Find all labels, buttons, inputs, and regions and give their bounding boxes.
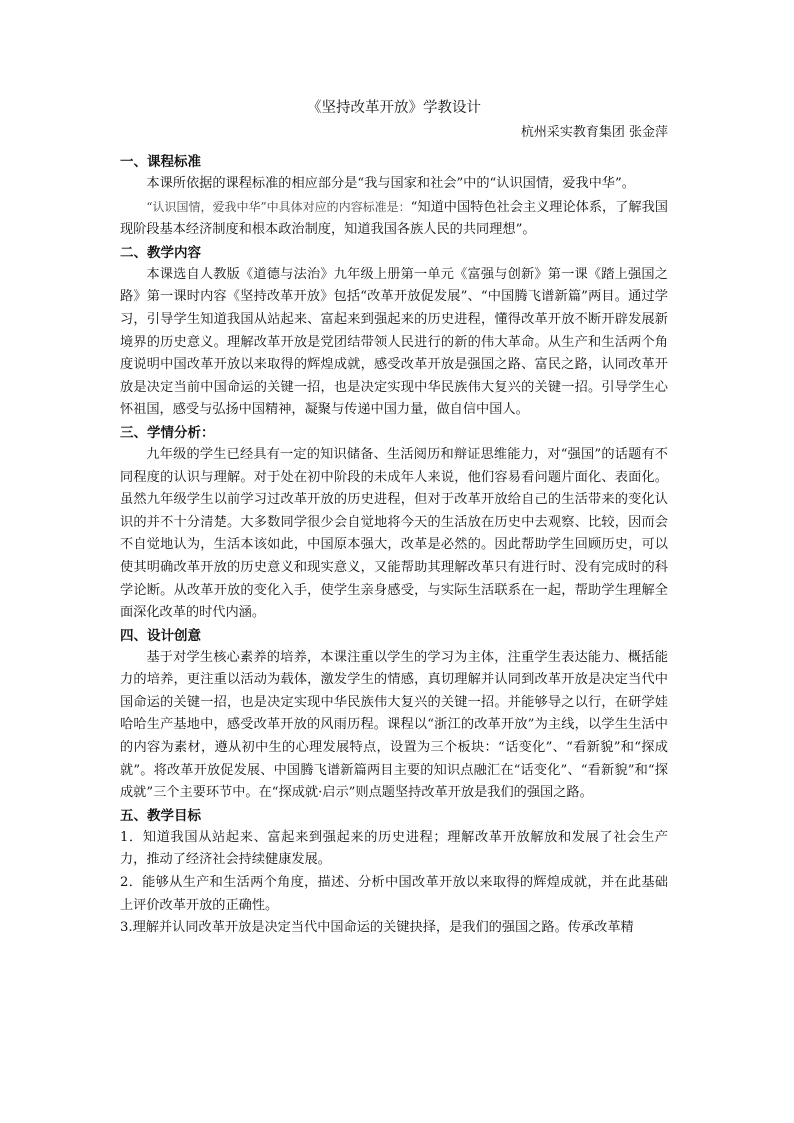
- section-heading-objectives: 五、教学目标: [120, 807, 201, 824]
- page-title: 《坚持改革开放》学教设计: [307, 100, 481, 116]
- section-heading-analysis: 三、学情分析：: [120, 424, 215, 441]
- paragraph: 本课选自人教版《道德与法治》九年级上册第一单元《富强与创新》第一课《踏上强国之路》第一课时内容《坚持改革开放》包括“改革开放促发展”、“中国腾飞谱新篇”两目。通过学习，引导学生知道我国从站起来、富起来到强起来的历史进程，懂得改革开放不断开辟发展新境界的历史意义。理解改革开放是党团结带领人民进行的新的伟大革命。从生产和生活两个角度说明中国改革开放以来取得的辉煌成就，感受改革开放是强国之路、富民之路，认同改革开放是决定当前中国命运的关键一招，也是决定实现中华民族伟大复兴的关键一招。引导学生心怀祖国，感受与弘扬中国精神，凝聚与传递中国力量，做自信中国人。: [120, 266, 668, 418]
- section-heading-content: 二、教学内容: [120, 244, 201, 261]
- paragraph: 本课所依据的课程标准的相应部分是“我与国家和社会”中的“认识国情，爱我中华”。: [146, 176, 635, 191]
- standard-lead: “认识国情，爱我中华”中具体对应的内容标准是：: [146, 199, 411, 214]
- objective-item: 1．知道我国从站起来、富起来到强起来的历史进程；理解改革开放解放和发展了社会生产力，推动了经济社会持续健康发展。: [120, 829, 668, 868]
- author-line: 杭州采实教育集团 张金萍: [520, 125, 668, 140]
- standard-paragraph: [120, 196, 668, 242]
- paragraph: 九年级的学生已经具有一定的知识储备、生活阅历和辩证思维能力，对“强国”的话题有不同程度的认识与理解。对于处在初中阶段的未成年人来说，他们容易看问题片面化、表面化。虽然九年级学生以前学习过改革开放的历史进程，但对于改革开放给自己的生活带来的变化认识的并不十分清楚。大多数同学很少会自觉地将今天的生活放在历史中去观察、比较，因而会不自觉地认为，生活本该如此，中国原本强大，改革是必然的。因此帮助学生回顾历史，可以使其明确改革开放的历史意义和现实意义，又能帮助其理解改革只有进行时、没有完成时的科学论断。从改革开放的变化入手，使学生亲身感受，与实际生活联系在一起，帮助学生理解全面深化改革的时代内涵。: [120, 446, 668, 621]
- document-page: [120, 96, 668, 940]
- objective-item: 3.理解并认同改革开放是决定当代中国命运的关键抉择，是我们的强国之路。传承改革精: [120, 920, 634, 936]
- section-heading-design: 四、设计创意: [120, 627, 201, 644]
- section-heading-standards: 一、课程标准: [120, 154, 201, 170]
- paragraph: 基于对学生核心素养的培养，本课注重以学生的学习为主体，注重学生表达能力、概括能力的培养，更注重以活动为载体，激发学生的情感，真切理解并认同到改革开放是决定当代中国命运的关键一招，也是决定实现中华民族伟大复兴的关键一招。并能够导之以行，在研学娃哈哈生产基地中，感受改革开放的风雨历程。课程以“浙江的改革开放”为主线，以学生生活中的内容为素材，遵从初中生的心理发展特点，设置为三个板块：“话变化”、“看新貌”和“探成就”。将改革开放促发展、中国腾飞谱新篇两目主要的知识点融汇在“话变化”、“看新貌”和“探成就”三个主要环节中。在“探成就·启示”则点题坚持改革开放是我们的强国之路。: [120, 649, 668, 801]
- standard-text: “知道中国特色社会主义理论体系，了解我国现阶段基本经济制度和根本政治制度，知道我国各族人民的共同理想”。: [120, 199, 668, 238]
- objective-item: 2．能够从生产和生活两个角度，描述、分析中国改革开放以来取得的辉煌成就，并在此基础上评价改革开放的正确性。: [120, 875, 668, 913]
